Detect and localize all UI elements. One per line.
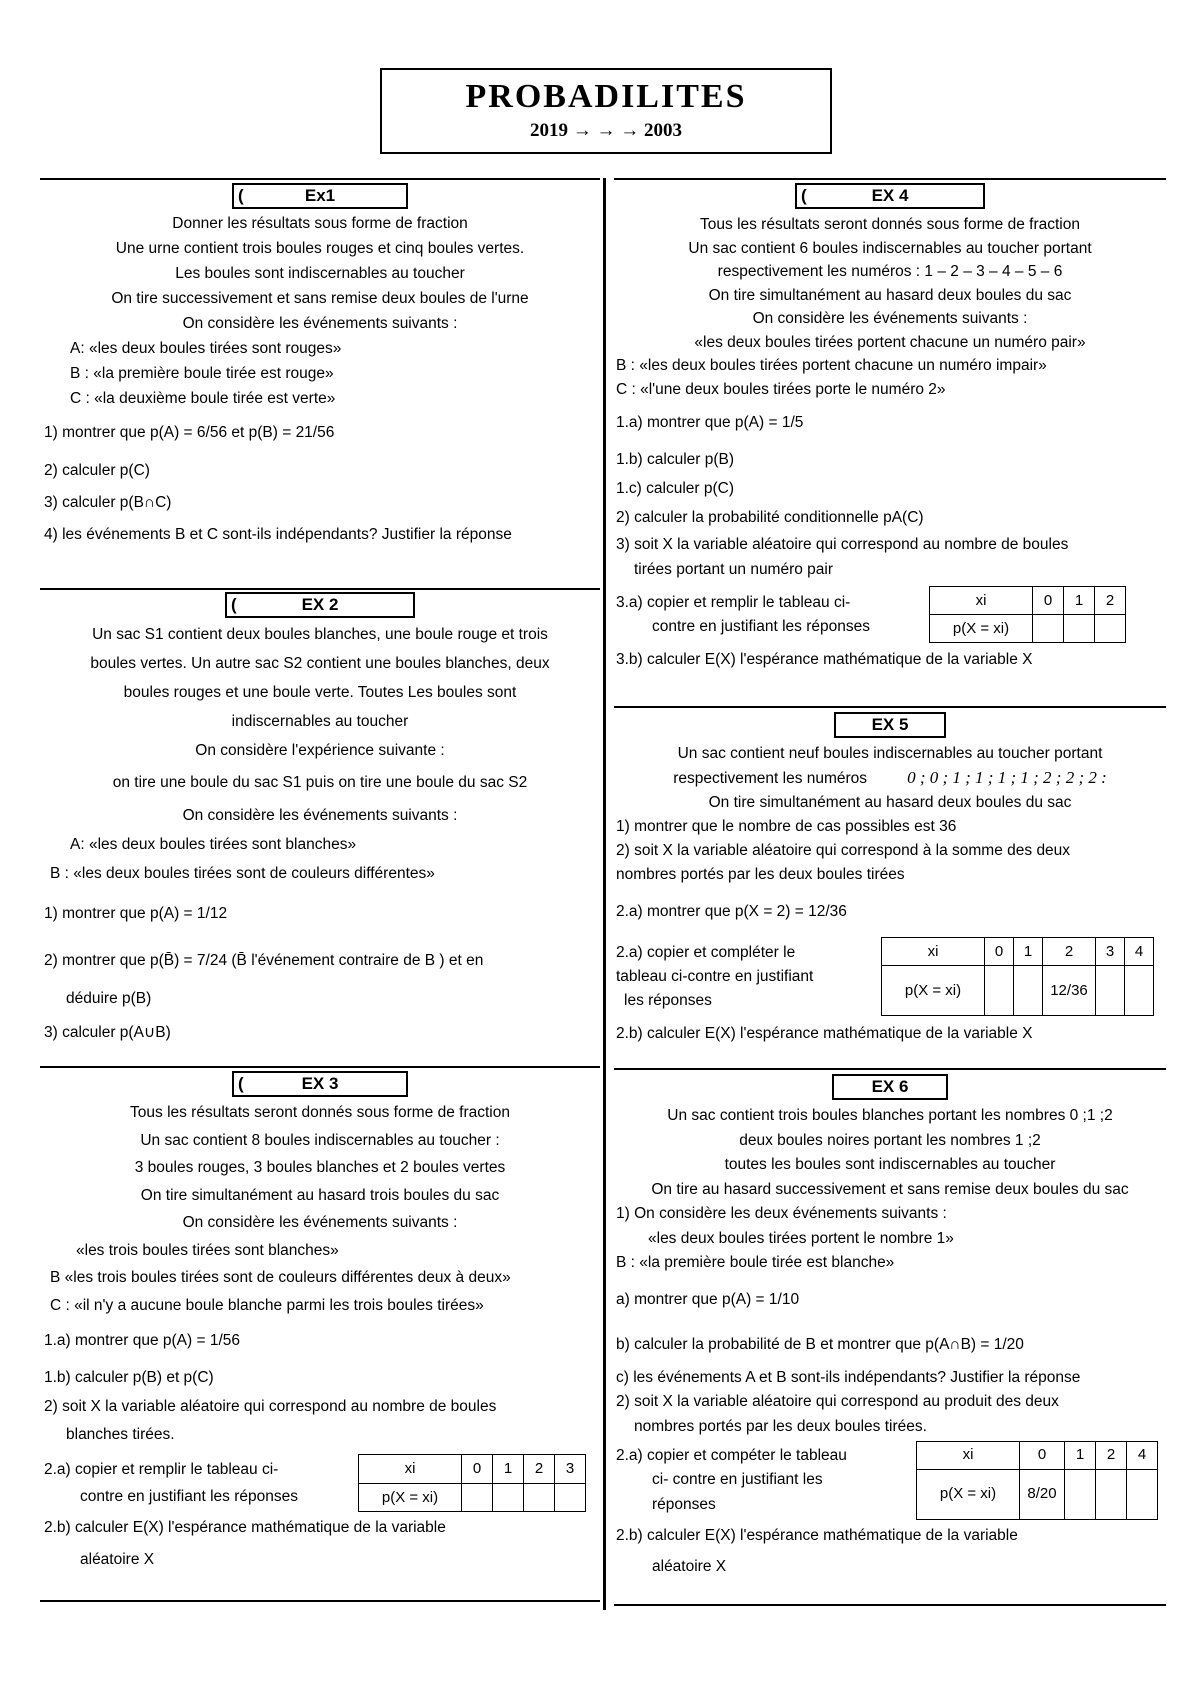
question-line: 4) les événements B et C sont-ils indépendants? Justifier la réponse — [44, 526, 512, 543]
event-line: A: «les deux boules tirées sont rouges» — [70, 340, 342, 357]
event-line: «les trois boules tirées sont blanches» — [76, 1241, 339, 1259]
event-line: B : «les deux boules tirées sont de couleurs différentes» — [50, 865, 435, 882]
text-line: On considère les événements suivants : — [182, 315, 458, 332]
event-line: B : «les deux boules tirées portent chacune un numéro impair» — [616, 357, 1047, 374]
table-cell — [493, 1483, 524, 1512]
exercise-header: ( EX 4 — [795, 183, 985, 209]
question-line: 2.a) montrer que p(X = 2) = 12/36 — [616, 903, 847, 920]
question-line: 3.a) copier et remplir le tableau ci- — [616, 594, 851, 611]
question-line: 1.a) montrer que p(A) = 1/56 — [44, 1332, 241, 1349]
question-line: tableau ci-contre en justifiant — [616, 967, 814, 985]
table-cell: 8/20 — [1020, 1470, 1065, 1520]
table-cell — [462, 1483, 493, 1512]
exercise-title: Ex1 — [304, 186, 336, 205]
text-line: boules vertes. Un autre sac S2 contient une boules blanches, deux — [90, 655, 550, 672]
question-line: nombres portés par les deux boules tirées — [616, 866, 905, 883]
text-line: Un sac contient 6 boules indiscernables au toucher portant — [688, 239, 1092, 257]
question-line: tirées portant un numéro pair — [634, 561, 834, 578]
column-divider — [603, 178, 606, 1610]
text-line: toutes les boules sont indiscernables au toucher — [724, 1156, 1056, 1173]
question-line: 1) montrer que le nombre de cas possibles est 36 — [616, 818, 957, 835]
divider — [40, 1066, 600, 1068]
question-line: 1) On considère les deux événements suivants : — [616, 1205, 947, 1222]
table-cell: 0 — [1033, 587, 1064, 615]
question-line: aléatoire X — [80, 1551, 155, 1568]
text-line: Tous les résultats seront donnés sous forme de fraction — [130, 1104, 510, 1121]
table-cell: xi — [359, 1455, 462, 1484]
text-line: Tous les résultats seront donnés sous forme de fraction — [700, 216, 1080, 233]
text-line: On considère l'expérience suivante : — [195, 742, 445, 759]
event-line: A: «les deux boules tirées sont blanches» — [70, 836, 357, 853]
question-line: 1.a) montrer que p(A) = 1/5 — [616, 414, 804, 431]
table-cell: 0 — [1020, 1442, 1065, 1470]
table-cell: 2 — [1095, 587, 1126, 615]
table-cell: 1 — [493, 1455, 524, 1484]
text-line: boules rouges et une boule verte. Toutes Les boules sont — [123, 684, 517, 701]
question-line: 2) soit X la variable aléatoire qui correspond au produit des deux — [616, 1393, 1059, 1410]
probability-table — [929, 586, 1126, 643]
exercise-5 — [616, 712, 1164, 1052]
text-line: deux boules noires portant les nombres 1 ;2 — [739, 1131, 1041, 1149]
exercise-2 — [44, 592, 596, 1050]
table-cell: p(X = xi) — [882, 966, 985, 1016]
probability-table — [916, 1441, 1158, 1520]
table-cell — [1065, 1470, 1096, 1520]
text-line: on tire une boule du sac S1 puis on tire une boule du sac S2 — [112, 774, 528, 791]
question-line: 2.b) calculer E(X) l'espérance mathématique de la variable — [44, 1519, 446, 1536]
event-line: «les deux boules tirées portent le nombre 1» — [648, 1229, 954, 1247]
question-line: 1.c) calculer p(C) — [616, 480, 734, 497]
table-cell: 0 — [985, 938, 1014, 966]
probability-table — [358, 1454, 586, 1512]
question-line: b) calculer la probabilité de B et montrer que p(A∩B) = 1/20 — [616, 1335, 1024, 1353]
table-cell: 4 — [1125, 938, 1154, 966]
question-line: 3) soit X la variable aléatoire qui correspond au nombre de boules — [616, 536, 1069, 553]
event-line: C : «l'une deux boules tirées porte le numéro 2» — [616, 380, 946, 398]
text-line: respectivement les numéros : 1 – 2 – 3 – 4 – 5 – 6 — [717, 263, 1063, 280]
text-line: On tire simultanément au hasard deux boules du sac — [708, 286, 1072, 304]
table-cell — [555, 1483, 586, 1512]
text-line: On tire au hasard successivement et sans remise deux boules du sac — [651, 1180, 1129, 1198]
text-line: Les boules sont indiscernables au toucher — [175, 265, 465, 282]
text-line: On tire simultanément au hasard deux boules du sac — [708, 794, 1072, 811]
question-line: 2.b) calculer E(X) l'espérance mathématique de la variable X — [616, 1025, 1033, 1042]
question-line: 2) calculer p(C) — [44, 462, 150, 479]
table-cell: 1 — [1065, 1442, 1096, 1470]
divider — [614, 178, 1166, 180]
question-line: 2) montrer que p(B̄) = 7/24 (B̄ l'événement contraire de B ) et en — [44, 952, 484, 969]
table-cell — [1127, 1470, 1158, 1520]
exercise-header: ( Ex1 — [232, 183, 408, 209]
event-line: C : «il n'y a aucune boule blanche parmi les trois boules tirées» — [50, 1296, 484, 1314]
divider — [614, 706, 1166, 708]
divider — [40, 1600, 600, 1602]
table-cell: 2 — [1096, 1442, 1127, 1470]
question-line: c) les événements A et B sont-ils indépendants? Justifier la réponse — [616, 1368, 1081, 1386]
table-cell: 4 — [1127, 1442, 1158, 1470]
table-cell: p(X = xi) — [930, 615, 1033, 643]
exercise-header: ( EX 3 — [232, 1071, 408, 1097]
number-list: 0 ; 0 ; 1 ; 1 ; 1 ; 1 ; 2 ; 2 ; 2 : — [907, 768, 1107, 787]
table-cell: 12/36 — [1043, 966, 1096, 1016]
text-line: On considère les événements suivants : — [182, 807, 458, 824]
text-line: On tire simultanément au hasard trois boules du sac — [140, 1186, 500, 1204]
divider — [40, 178, 600, 180]
question-line: déduire p(B) — [66, 990, 152, 1007]
text-line: «les deux boules tirées portent chacune un numéro pair» — [694, 333, 1086, 351]
question-line: blanches tirées. — [66, 1425, 175, 1443]
question-line: 2) calculer la probabilité conditionnelle pA(C) — [616, 509, 924, 526]
table-cell: 2 — [1043, 938, 1096, 966]
table-cell — [1014, 966, 1043, 1016]
question-line: nombres portés par les deux boules tirées. — [634, 1417, 927, 1435]
event-line: B : «la première boule tirée est rouge» — [70, 365, 334, 382]
page-title: PROBADILITES — [465, 78, 747, 115]
probability-table — [881, 937, 1154, 1016]
exercise-header: ( EX 2 — [225, 592, 415, 618]
question-line: 1.b) calculer p(B) et p(C) — [44, 1369, 214, 1386]
table-cell: 1 — [1064, 587, 1095, 615]
table-cell: 0 — [462, 1455, 493, 1484]
event-line: B : «la première boule tirée est blanche» — [616, 1254, 895, 1271]
question-line: 2) soit X la variable aléatoire qui correspond à la somme des deux — [616, 842, 1071, 859]
event-line: B «les trois boules tirées sont de couleurs différentes deux à deux» — [50, 1269, 511, 1286]
table-cell: xi — [930, 587, 1033, 615]
table-cell: xi — [882, 938, 985, 966]
page-years: 2019 → → → 2003 — [530, 120, 682, 141]
text-line: Un sac contient trois boules blanches portant les nombres 0 ;1 ;2 — [667, 1107, 1113, 1124]
exercise-6 — [616, 1074, 1164, 1582]
table-cell — [524, 1483, 555, 1512]
exercise-header — [834, 712, 946, 738]
exercise-title: EX 2 — [301, 595, 339, 614]
exercise-header — [832, 1074, 948, 1100]
text-line: On considère les événements suivants : — [752, 310, 1028, 327]
exercise-1 — [44, 183, 596, 551]
table-cell — [1095, 615, 1126, 643]
text-line: Donner les résultats sous forme de fraction — [172, 215, 468, 232]
text-line: Un sac S1 contient deux boules blanches, une boule rouge et trois — [92, 626, 548, 643]
event-line: C : «la deuxième boule tirée est verte» — [70, 390, 336, 407]
exercise-title: EX 6 — [871, 1077, 909, 1096]
divider — [614, 1604, 1166, 1606]
text-line: On considère les événements suivants : — [182, 1214, 458, 1231]
table-cell — [1033, 615, 1064, 643]
question-line: contre en justifiant les réponses — [80, 1488, 298, 1505]
table-cell — [1096, 966, 1125, 1016]
question-line: 3.b) calculer E(X) l'espérance mathématique de la variable X — [616, 651, 1033, 668]
question-line: ci- contre en justifiant les — [652, 1471, 823, 1489]
question-line: 2.a) copier et compléter le — [616, 943, 796, 961]
table-cell: 1 — [1014, 938, 1043, 966]
question-line: 1) montrer que p(A) = 6/56 et p(B) = 21/56 — [44, 424, 335, 441]
text-line: Une urne contient trois boules rouges et cinq boules vertes. — [115, 240, 525, 257]
exercise-4 — [616, 183, 1164, 677]
table-cell — [1125, 966, 1154, 1016]
table-cell — [1096, 1470, 1127, 1520]
question-line: contre en justifiant les réponses — [652, 617, 870, 635]
question-line: 2.a) copier et remplir le tableau ci- — [44, 1460, 279, 1478]
exercise-3 — [44, 1071, 596, 1576]
table-cell — [1064, 615, 1095, 643]
question-line: 2.b) calculer E(X) l'espérance mathématique de la variable — [616, 1527, 1018, 1544]
question-line: les réponses — [624, 991, 712, 1009]
question-line: aléatoire X — [652, 1558, 727, 1575]
question-line: 3) calculer p(B∩C) — [44, 494, 172, 511]
table-cell: p(X = xi) — [359, 1483, 462, 1512]
exercise-title: EX 5 — [871, 715, 909, 734]
table-cell: xi — [917, 1442, 1020, 1470]
divider — [40, 588, 600, 590]
text-line: Un sac contient 8 boules indiscernables au toucher : — [140, 1131, 500, 1149]
table-cell: 3 — [1096, 938, 1125, 966]
question-line: 1.b) calculer p(B) — [616, 451, 735, 468]
table-cell: 3 — [555, 1455, 586, 1484]
text-line: respectivement les numéros — [673, 770, 868, 787]
question-line: 3) calculer p(A∪B) — [44, 1024, 171, 1041]
text-line: 3 boules rouges, 3 boules blanches et 2 boules vertes — [134, 1159, 506, 1176]
divider — [614, 1068, 1166, 1070]
question-line: 2.a) copier et compéter le tableau — [616, 1446, 847, 1464]
exercise-title: EX 3 — [301, 1074, 339, 1093]
exercise-title: EX 4 — [871, 186, 909, 205]
table-cell: p(X = xi) — [917, 1470, 1020, 1520]
question-line: 1) montrer que p(A) = 1/12 — [44, 905, 228, 922]
text-line: On tire successivement et sans remise deux boules de l'urne — [111, 290, 529, 307]
text-line: Un sac contient neuf boules indiscernables au toucher portant — [677, 745, 1103, 762]
text-line: indiscernables au toucher — [231, 713, 409, 730]
question-line: réponses — [652, 1495, 716, 1513]
table-cell — [985, 966, 1014, 1016]
table-cell: 2 — [524, 1455, 555, 1484]
question-line: a) montrer que p(A) = 1/10 — [616, 1290, 800, 1308]
question-line: 2) soit X la variable aléatoire qui correspond au nombre de boules — [44, 1398, 497, 1415]
title-box — [380, 68, 832, 154]
